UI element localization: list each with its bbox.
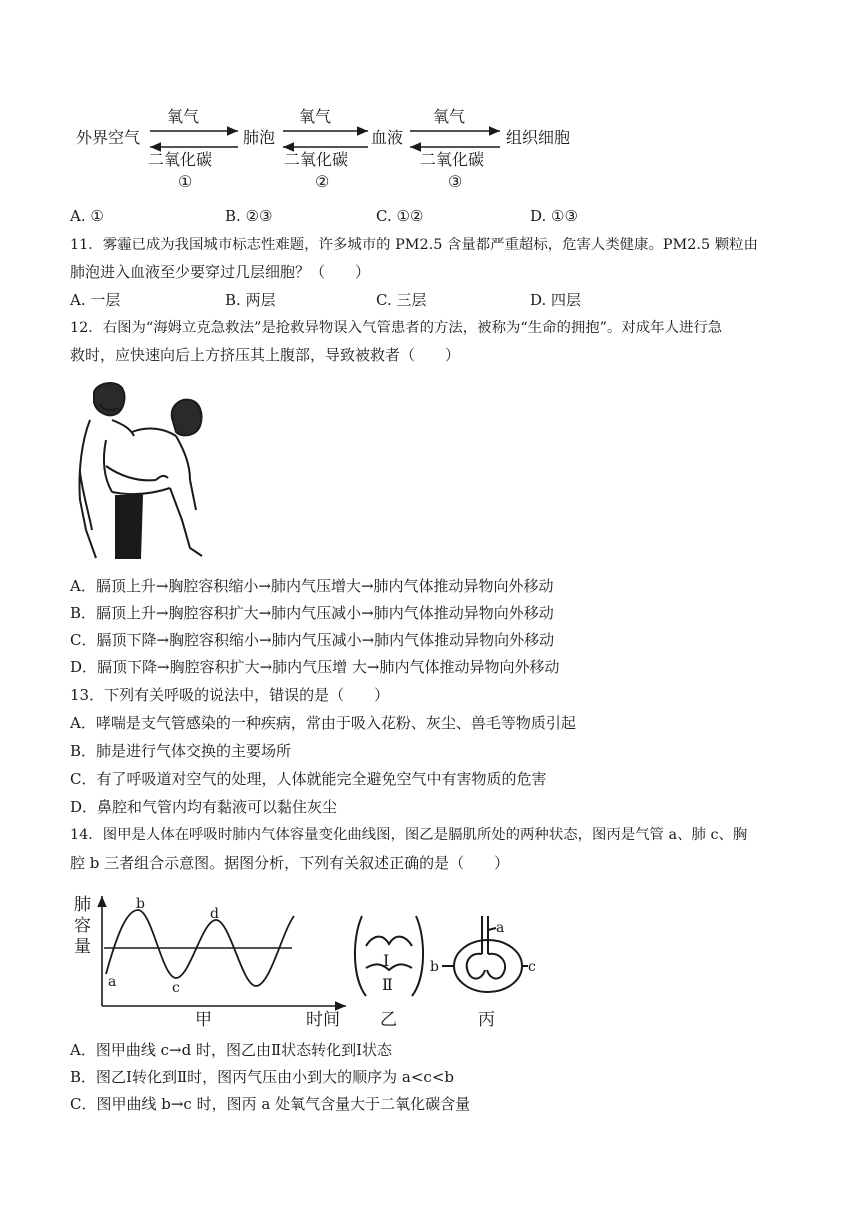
q12-option-b[interactable]: B．膈顶上升→胸腔容积扩大→肺内气压减小→肺内气体推动异物向外移动 (70, 604, 554, 622)
yi-label-1: Ⅰ (383, 951, 390, 970)
stage-mark-2: ② (315, 172, 330, 191)
flow-label-co2-3: 二氧化碳 (420, 150, 485, 169)
caption-jia: 甲 (195, 1010, 212, 1028)
q14-stem-line2: 腔 b 三者组合示意图。据图分析，下列有关叙述正确的是（ ） (70, 854, 510, 872)
q12-option-d[interactable]: D．膈顶下降→胸腔容积扩大→肺内气压增 大→肺内气体推动异物向外移动 (70, 658, 560, 676)
bing-label-a: a (496, 920, 505, 936)
lung-right (487, 954, 505, 979)
q13-stem: 13．下列有关呼吸的说法中，错误的是（ ） (70, 686, 390, 704)
figure-yi-diaphragm (350, 908, 430, 1028)
option-letter: B. (225, 291, 241, 309)
q14-option-b[interactable]: B．图乙Ⅰ转化到Ⅱ时，图丙气压由小到大的顺序为 a<c<b (70, 1068, 454, 1086)
q11-option-a[interactable] (70, 290, 120, 310)
stage-mark-1: ① (178, 172, 193, 191)
point-label-b: b (136, 896, 145, 912)
q14-option-c[interactable]: C．图甲曲线 b→c 时，图丙 a 处氧气含量大于二氧化碳含量 (70, 1095, 471, 1113)
option-text: ① (90, 207, 104, 225)
option-text: 一层 (90, 291, 121, 309)
option-text: 三层 (396, 291, 427, 309)
q14-option-a[interactable]: A．图甲曲线 c→d 时，图乙由Ⅱ状态转化到Ⅰ状态 (70, 1041, 393, 1059)
option-letter: D. (530, 207, 547, 225)
q10-option-a[interactable] (70, 206, 104, 226)
option-text: ②③ (245, 207, 273, 225)
flow-label-oxygen-2: 氧气 (299, 107, 332, 126)
q10-option-b[interactable] (225, 206, 272, 226)
bing-label-c: c (528, 959, 536, 975)
caption-bing: 丙 (478, 1010, 495, 1028)
option-letter: C. (376, 291, 392, 309)
point-label-a: a (108, 974, 117, 990)
q11-option-c[interactable] (376, 290, 427, 310)
x-axis-label: 时间 (306, 1010, 340, 1028)
flow-label-co2-2: 二氧化碳 (284, 150, 349, 169)
option-letter: B. (225, 207, 241, 225)
q11-stem-line1: 11．雾霾已成为我国城市标志性难题，许多城市的 PM2.5 含量都严重超标，危害人类健康。PM2.5 颗粒由 (70, 237, 758, 253)
flow-label-oxygen-1: 氧气 (167, 107, 200, 126)
rib-left (355, 916, 366, 996)
flow-node-tissue-cells: 组织细胞 (506, 128, 571, 147)
stage-mark-3: ③ (448, 172, 463, 191)
q12-option-c[interactable]: C．膈顶下降→胸腔容积缩小→肺内气压减小→肺内气体推动异物向外移动 (70, 631, 555, 649)
q12-option-a[interactable]: A．膈顶上升→胸腔容积缩小→肺内气压增大→肺内气体推动异物向外移动 (70, 577, 554, 595)
y-label-char-2: 容 (74, 916, 91, 936)
option-text: ①② (396, 207, 424, 225)
q12-stem-line1: 12．右图为“海姆立克急救法”是抢救异物误入气管患者的方法，被称为“生命的拥抱”。对成年人进行急 (70, 320, 723, 336)
q14-stem-line1: 14．图甲是人体在呼吸时肺内气体容量变化曲线图，图乙是膈肌所处的两种状态，图丙是气管 a、肺 c、胸 (70, 827, 748, 843)
flow-label-oxygen-3: 氧气 (433, 107, 466, 126)
flow-node-blood: 血液 (371, 128, 404, 147)
q13-option-b[interactable]: B．肺是进行气体交换的主要场所 (70, 742, 292, 760)
option-text: 两层 (245, 291, 276, 309)
heimlich-illustration (72, 380, 207, 560)
figure-bing-thorax-model (430, 908, 540, 1028)
rib-right (412, 916, 423, 996)
point-label-c: c (172, 980, 180, 996)
q11-stem-line2: 肺泡进入血液至少要穿过几层细胞？（ ） (70, 263, 371, 281)
q13-option-c[interactable]: C．有了呼吸道对空气的处理，人体就能完全避免空气中有害物质的危害 (70, 770, 547, 788)
q13-option-a[interactable]: A．哮喘是支气管感染的一种疾病，常由于吸入花粉、灰尘、兽毛等物质引起 (70, 714, 576, 732)
q10-option-d[interactable] (530, 206, 578, 226)
yi-label-2: Ⅱ (382, 975, 393, 994)
point-label-d: d (210, 906, 219, 922)
q11-option-d[interactable] (530, 290, 581, 310)
lung-left (467, 954, 485, 979)
q12-stem-line2: 救时，应快速向后上方挤压其上腹部，导致被救者（ ） (70, 346, 461, 364)
flow-label-co2-1: 二氧化碳 (148, 150, 213, 169)
flow-node-outside-air: 外界空气 (76, 128, 141, 147)
option-letter: D. (530, 291, 547, 309)
pointer-a (488, 928, 496, 930)
option-letter: A. (70, 291, 86, 309)
flow-arrows (0, 0, 860, 200)
option-letter: A. (70, 207, 86, 225)
flow-node-alveoli: 肺泡 (243, 128, 276, 147)
option-text: 四层 (551, 291, 582, 309)
y-label-char-1: 肺 (74, 895, 91, 915)
q13-option-d[interactable]: D．鼻腔和气管内均有黏液可以黏住灰尘 (70, 798, 338, 816)
q11-option-b[interactable] (225, 290, 276, 310)
option-text: ①③ (551, 207, 578, 225)
y-label-char-3: 量 (74, 937, 91, 957)
option-letter: C. (376, 207, 392, 225)
caption-yi: 乙 (380, 1010, 397, 1028)
bing-label-b: b (430, 959, 439, 975)
figure-jia-lung-volume (70, 888, 360, 1028)
diaphragm-upper (366, 937, 412, 946)
q10-option-c[interactable] (376, 206, 423, 226)
